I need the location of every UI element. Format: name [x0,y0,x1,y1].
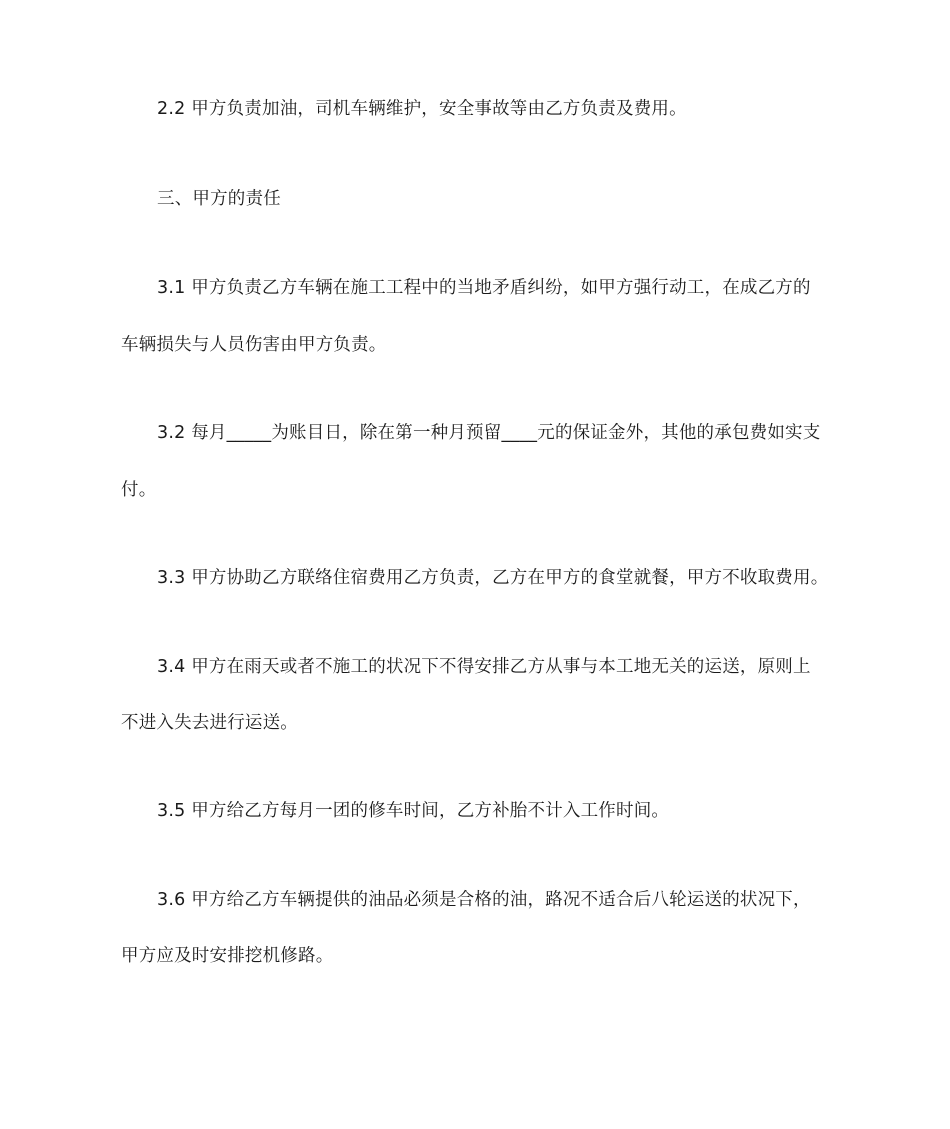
clause-3-4-line-1: 3.4 甲方在雨天或者不施工的状况下不得安排乙方从事与本工地无关的运送，原则上 [157,657,811,677]
clause-3-1-line-1: 3.1 甲方负责乙方车辆在施工工程中的当地矛盾纠纷，如甲方强行动工，在成乙方的 [157,278,811,298]
clause-3-3: 3.3 甲方协助乙方联络住宿费用乙方负责，乙方在甲方的食堂就餐，甲方不收取费用。 [157,568,829,588]
section-heading-3: 三、甲方的责任 [157,189,281,209]
clause-3-2-line-2: 付。 [121,480,157,500]
clause-3-2-line-1: 3.2 每月_____为账目日，除在第一种月预留____元的保证金外，其他的承包费如实支 [157,423,821,443]
clause-3-6-line-1: 3.6 甲方给乙方车辆提供的油品必须是合格的油，路况不适合后八轮运送的状况下， [157,890,811,910]
clause-3-5: 3.5 甲方给乙方每月一团的修车时间，乙方补胎不计入工作时间。 [157,801,670,821]
clause-3-4-line-2: 不进入失去进行运送。 [121,713,298,733]
clause-2-2: 2.2 甲方负责加油，司机车辆维护，安全事故等由乙方负责及费用。 [157,99,687,119]
clause-3-6-line-2: 甲方应及时安排挖机修路。 [121,946,334,966]
clause-3-1-line-2: 车辆损失与人员伤害由甲方负责。 [121,335,387,355]
